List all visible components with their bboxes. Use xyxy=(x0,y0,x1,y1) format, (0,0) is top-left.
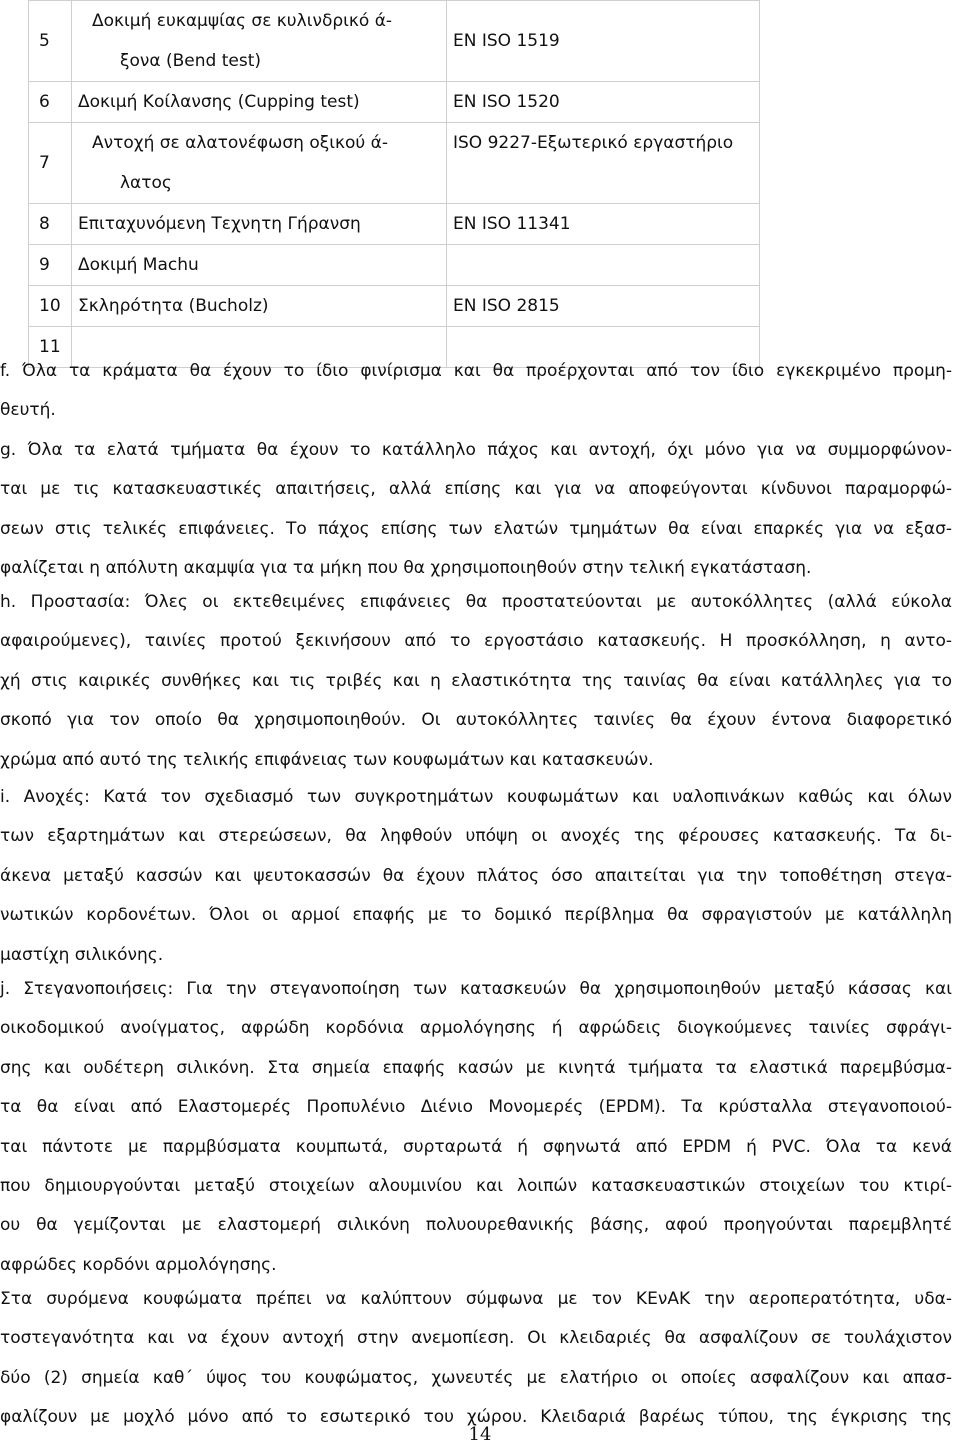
test-name-line: Αντοχή σε αλατονέφωση οξικού ά- xyxy=(92,133,388,153)
table-row xyxy=(29,286,760,327)
text-line: ου θα γεμίζονται με ελαστομερή σιλικόνη πολυουρεθανικής βάσης, αφού προηγούνται παρεμβλητέ xyxy=(0,1215,952,1236)
row-number: 6 xyxy=(29,82,72,123)
text-line: σκοπό για τον οποίο θα χρησιμοποιηθούν. Οι αυτοκόλλητες ταινίες θα έχουν έντονα διαφορετικό xyxy=(0,710,952,731)
test-name-line: ξονα (Bend test) xyxy=(120,51,261,71)
text-line: Στα συρόμενα κουφώματα πρέπει να καλύπτουν σύμφωνα με τον ΚΕνΑΚ την αεροπερατότητα, υδα- xyxy=(0,1289,952,1309)
paragraph-h xyxy=(0,583,952,780)
text-line: φαλίζεται η απόλυτη ακαμψία για τα μήκη που θα χρησιμοποιηθούν στην τελική εγκατάσταση. xyxy=(0,558,812,579)
text-line: g. Όλα τα ελατά τμήματα θα έχουν το κατάλληλο πάχος και αντοχή, όχι μόνο για να συμμορφώνον- xyxy=(0,440,952,460)
table-row xyxy=(29,82,760,123)
text-line: h. Προστασία: Όλες οι εκτεθειμένες επιφάνειες θα προστατεύονται με αυτοκόλλητες (αλλά εύκολα xyxy=(0,592,952,612)
test-name: Δοκιμή Machu xyxy=(72,245,447,286)
text-line: μαστίχη σιλικόνης. xyxy=(0,944,164,965)
test-name xyxy=(72,1,447,82)
page-number: 14 xyxy=(468,1424,492,1445)
standard-ref: EN ISO 2815 xyxy=(447,286,760,327)
text-line: οικοδομικού ανοίγματος, αφρώδη κορδόνια αρμολόγησης ή αφρώδεις διογκούμενες ταινίες σφράγι- xyxy=(0,1018,952,1039)
text-line: άκενα μεταξύ κασσών και ψευτοκασσών θα έχουν πλάτος όσο απαιτείται για την τοποθέτηση στεγα- xyxy=(0,865,952,886)
row-number: 11 xyxy=(29,327,72,368)
text-line: τα θα είναι από Ελαστομερές Προπυλένιο Διένιο Μονομερές (EPDM). Τα κρύσταλλα στεγανοποιού- xyxy=(0,1097,952,1118)
test-name: Σκληρότητα (Bucholz) xyxy=(72,286,447,327)
standard-ref: EN ISO 1520 xyxy=(447,82,760,123)
paragraph-i xyxy=(0,778,952,975)
standard-ref: EN ISO 1519 xyxy=(447,1,760,82)
row-number: 5 xyxy=(29,1,72,82)
text-line: νωτικών κορδονέτων. Όλοι οι αρμοί επαφής με το δομικό περίβλημα θα σφραγιστούν με κατάλληλη xyxy=(0,905,952,926)
text-line: ται με τις κατασκευαστικές απαιτήσεις, αλλά επίσης και για να αποφεύγονται κίνδυνοι παραμορφώ- xyxy=(0,479,952,500)
test-name: Επιταχυνόμενη Τεχνητη Γήρανση xyxy=(72,204,447,245)
test-name xyxy=(72,123,447,204)
text-line: σεων στις τελικές επιφάνειες. Το πάχος επίσης των ελατών τμημάτων θα είναι επαρκές για να εξασ- xyxy=(0,518,952,539)
text-line: τοστεγανότητα και να έχουν αντοχή στην ανεμοπίεση. Οι κλειδαριές θα ασφαλίζουν σε τουλάχιστον xyxy=(0,1328,952,1349)
test-name-line: Δοκιμή ευκαμψίας σε κυλινδρικό ά- xyxy=(92,11,393,31)
text-line: αφαιρούμενες), ταινίες προτού ξεκινήσουν από το εργοστάσιο κατασκευής. Η προσκόλληση, η αντο- xyxy=(0,631,952,652)
table-row xyxy=(29,1,760,82)
text-line: f. Όλα τα κράματα θα έχουν το ίδιο φινίρισμα και θα προέρχονται από τον ίδιο εγκεκριμένο προμη- xyxy=(0,361,952,381)
text-line: θευτή. xyxy=(0,400,56,421)
text-line: δύο (2) σημεία καθ΄ ύψος του κουφώματος, χωνευτές με ελατήριο οι οποίες ασφαλίζουν και απασ- xyxy=(0,1367,952,1388)
row-number: 9 xyxy=(29,245,72,286)
text-line: φαλίζουν με μοχλό μόνο από το εσωτερικό του χώρου. Κλειδαριά βαρέως τύπου, της έγκρισης της xyxy=(0,1407,952,1428)
table-row xyxy=(29,123,760,204)
test-name-line: λατος xyxy=(120,173,172,193)
text-line: χρώμα από αυτό της τελικής επιφάνειας των κουφωμάτων και κατασκευών. xyxy=(0,749,654,770)
row-number: 7 xyxy=(29,123,72,204)
test-standards-table xyxy=(28,0,760,368)
text-line: ται πάντοτε με παρμβύσματα κουμπωτά, συρταρωτά ή σφηνωτά από EPDM ή PVC. Όλα τα κενά xyxy=(0,1136,952,1157)
text-line: των εξαρτημάτων και στερεώσεων, θα ληφθούν υπόψη οι ανοχές της φέρουσες κατασκευής. Τα δι- xyxy=(0,826,952,847)
paragraph-j xyxy=(0,970,952,1285)
standard-ref xyxy=(447,245,760,286)
standard-ref: EN ISO 11341 xyxy=(447,204,760,245)
paragraph-final xyxy=(0,1280,952,1438)
text-line: j. Στεγανοποιήσεις: Για την στεγανοποίηση των κατασκευών θα χρησιμοποιηθούν μεταξύ κάσσας και xyxy=(0,979,952,999)
table-row xyxy=(29,245,760,286)
row-number: 8 xyxy=(29,204,72,245)
text-line: που δημιουργούνται μεταξύ στοιχείων αλουμινίου και λοιπών κατασκευαστικών στοιχείων του κτιρί- xyxy=(0,1175,952,1196)
text-line: χή στις καιρικές συνθήκες και τις τριβές και η ελαστικότητα της ταινίας θα είναι κατάλληλες για το xyxy=(0,670,952,691)
row-number: 10 xyxy=(29,286,72,327)
table-row xyxy=(29,204,760,245)
paragraph-f xyxy=(0,352,952,431)
text-line: i. Ανοχές: Κατά τον σχεδιασμό των συγκροτημάτων κουφωμάτων και υαλοπινάκων καθώς και όλων xyxy=(0,787,952,807)
text-line: σης και ουδέτερη σιλικόνη. Στα σημεία επαφής κασών με κινητά τμήματα τα ελαστικά παρεμβύσμα- xyxy=(0,1057,952,1078)
standard-ref: ISO 9227-Εξωτερικό εργαστήριο xyxy=(447,123,760,204)
paragraph-g xyxy=(0,431,952,589)
test-name: Δοκιμή Κοίλανσης (Cupping test) xyxy=(72,82,447,123)
text-line: αφρώδες κορδόνι αρμολόγησης. xyxy=(0,1254,277,1275)
